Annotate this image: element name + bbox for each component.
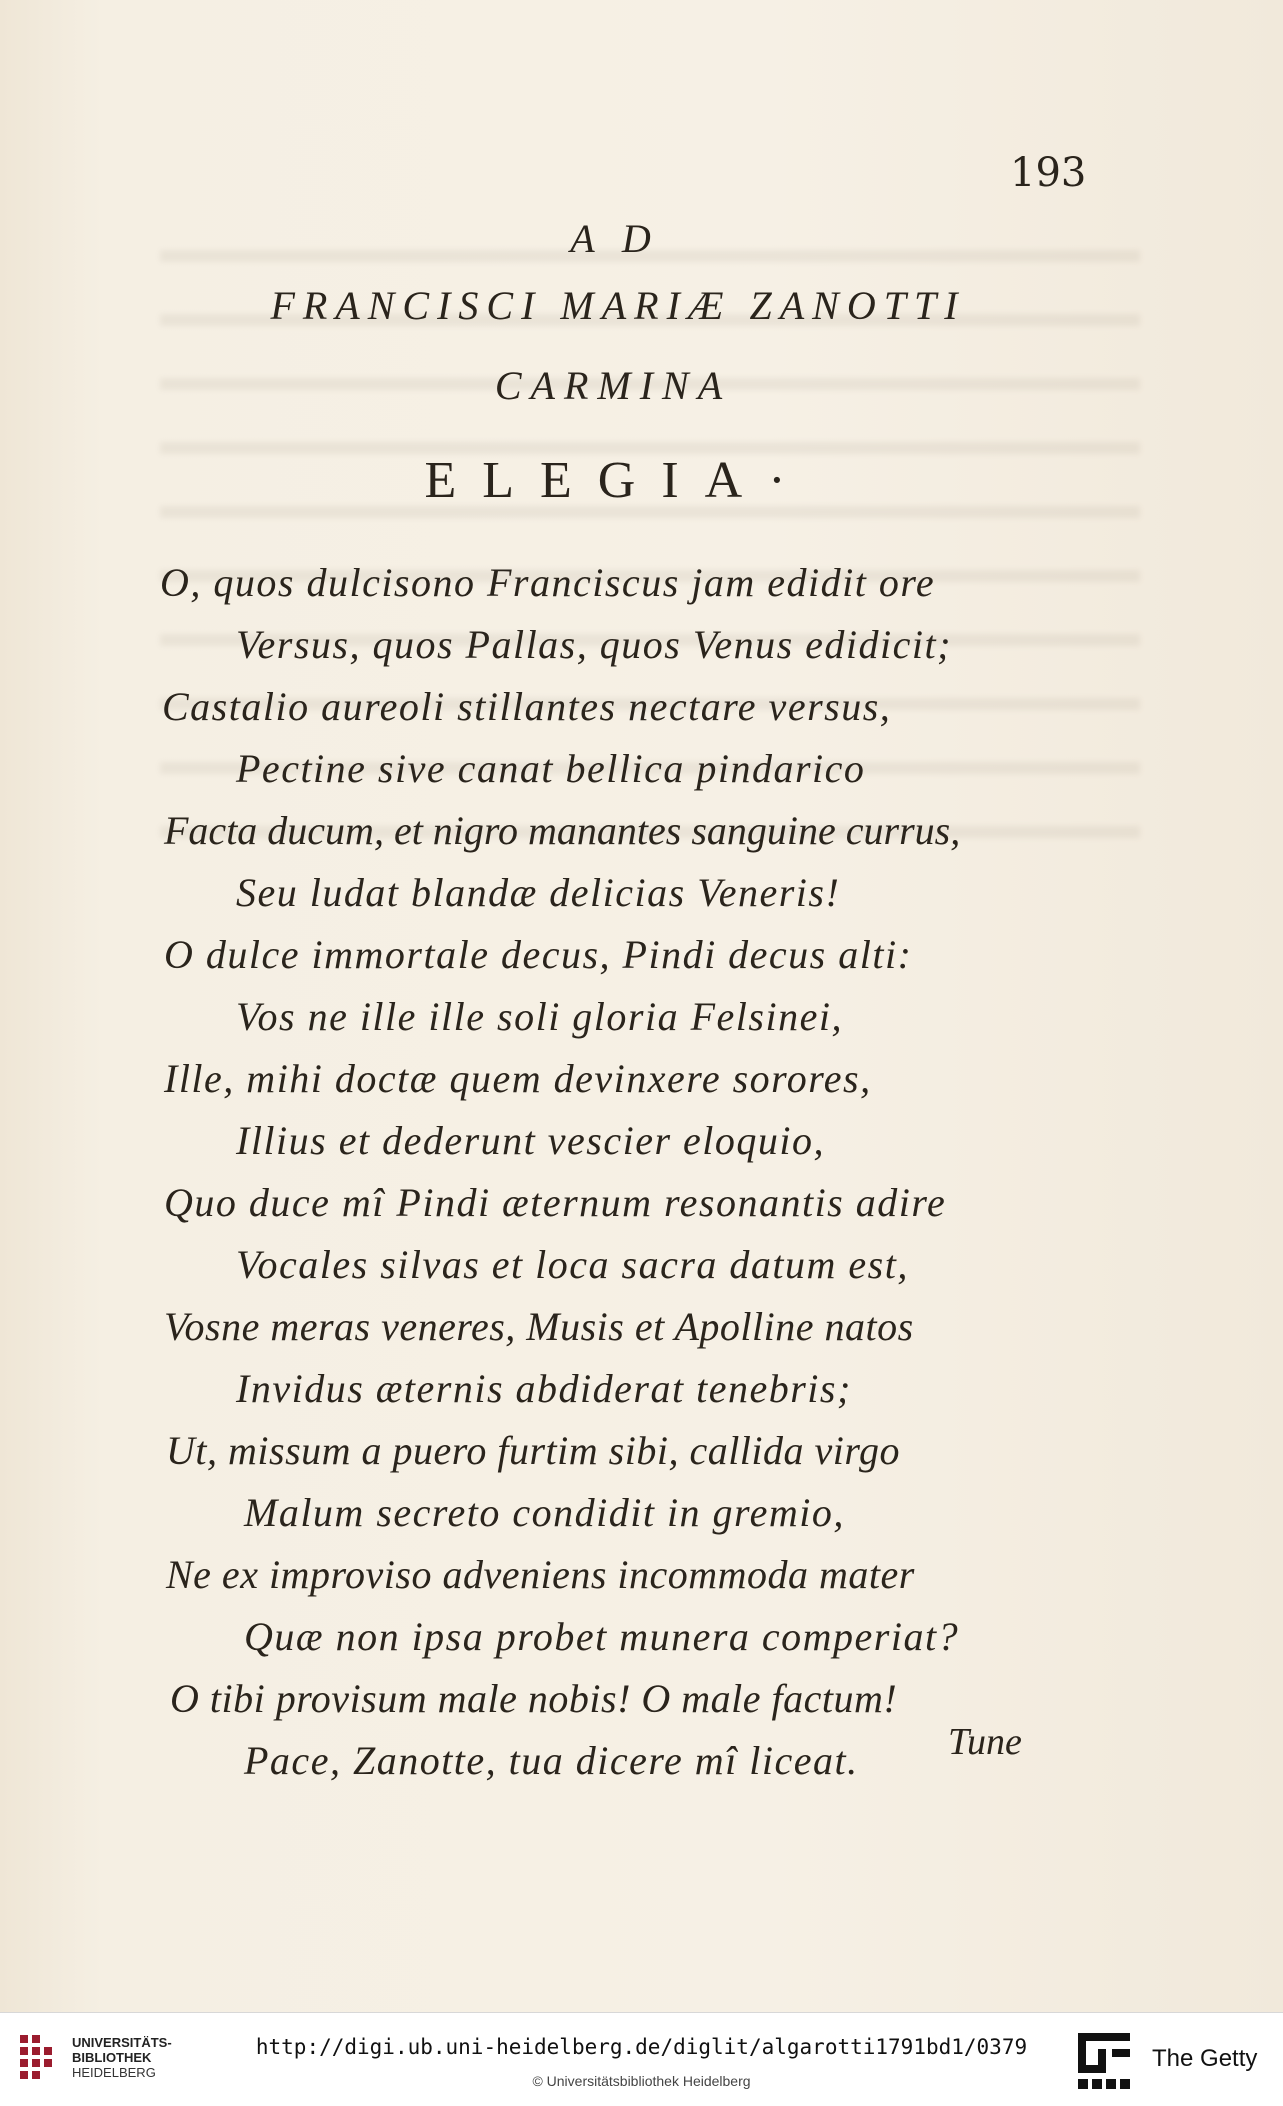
poem-line: Ne ex improviso adveniens incommoda mater [166, 1552, 915, 1597]
footer-bar [0, 2012, 1283, 2106]
heading-carmina: CARMINA [494, 363, 732, 408]
poem-line: Vosne meras veneres, Musis et Apolline natos [164, 1304, 914, 1349]
poem-line: O, quos dulcisono Franciscus jam edidit ore [160, 560, 936, 605]
poem-line: Malum secreto condidit in gremio, [244, 1490, 845, 1535]
poem-line: Castalio aureoli stillantes nectare versus, [162, 684, 892, 729]
heading-title: FRANCISCI MARIÆ ZANOTTI [270, 283, 966, 328]
heading-ad: A D [570, 216, 660, 261]
poem-line: Ut, missum a puero furtim sibi, callida virgo [166, 1428, 900, 1473]
library-name-line1: UNIVERSITÄTS- [72, 2035, 172, 2050]
poem-line: Facta ducum, et nigro manantes sanguine currus, [164, 808, 961, 853]
poem-line: Pace, Zanotte, tua dicere mî liceat. [244, 1738, 859, 1783]
poem-line: Versus, quos Pallas, quos Venus edidicit; [236, 622, 952, 667]
permalink-url[interactable]: http://digi.ub.uni-heidelberg.de/diglit/algarotti1791bd1/0379 [255, 2035, 1028, 2059]
partner-name: The Getty [1152, 2045, 1258, 2072]
library-name-line3: HEIDELBERG [72, 2065, 156, 2080]
catchword: Tune [948, 1721, 1022, 1763]
poem-line: Illius et dederunt vescier eloquio, [236, 1118, 826, 1163]
library-name-line2: BIBLIOTHEK [72, 2050, 152, 2065]
getty-logo-icon [1076, 2031, 1132, 2091]
poem-line: Pectine sive canat bellica pindarico [236, 746, 866, 791]
poem-line: Ille, mihi doctæ quem devinxere sorores, [164, 1056, 872, 1101]
copyright-notice: © Universitätsbibliothek Heidelberg [532, 2073, 751, 2089]
poem-line: Invidus æternis abdiderat tenebris; [236, 1366, 852, 1411]
poem-line: Vos ne ille ille soli gloria Felsinei, [236, 994, 843, 1039]
poem-line: Vocales silvas et loca sacra datum est, [236, 1242, 909, 1287]
poem-line: Quæ non ipsa probet munera comperiat? [244, 1614, 960, 1659]
poem-line: O dulce immortale decus, Pindi decus alti: [164, 932, 913, 977]
poem-line: Seu ludat blandæ delicias Veneris! [236, 870, 841, 915]
poem-line: Quo duce mî Pindi æternum resonantis adire [164, 1180, 947, 1225]
heading-elegia: ELEGIA· [424, 452, 812, 509]
poem-line: O tibi provisum male nobis! O male factum! [170, 1676, 898, 1721]
page-number: 193 [1010, 150, 1087, 196]
